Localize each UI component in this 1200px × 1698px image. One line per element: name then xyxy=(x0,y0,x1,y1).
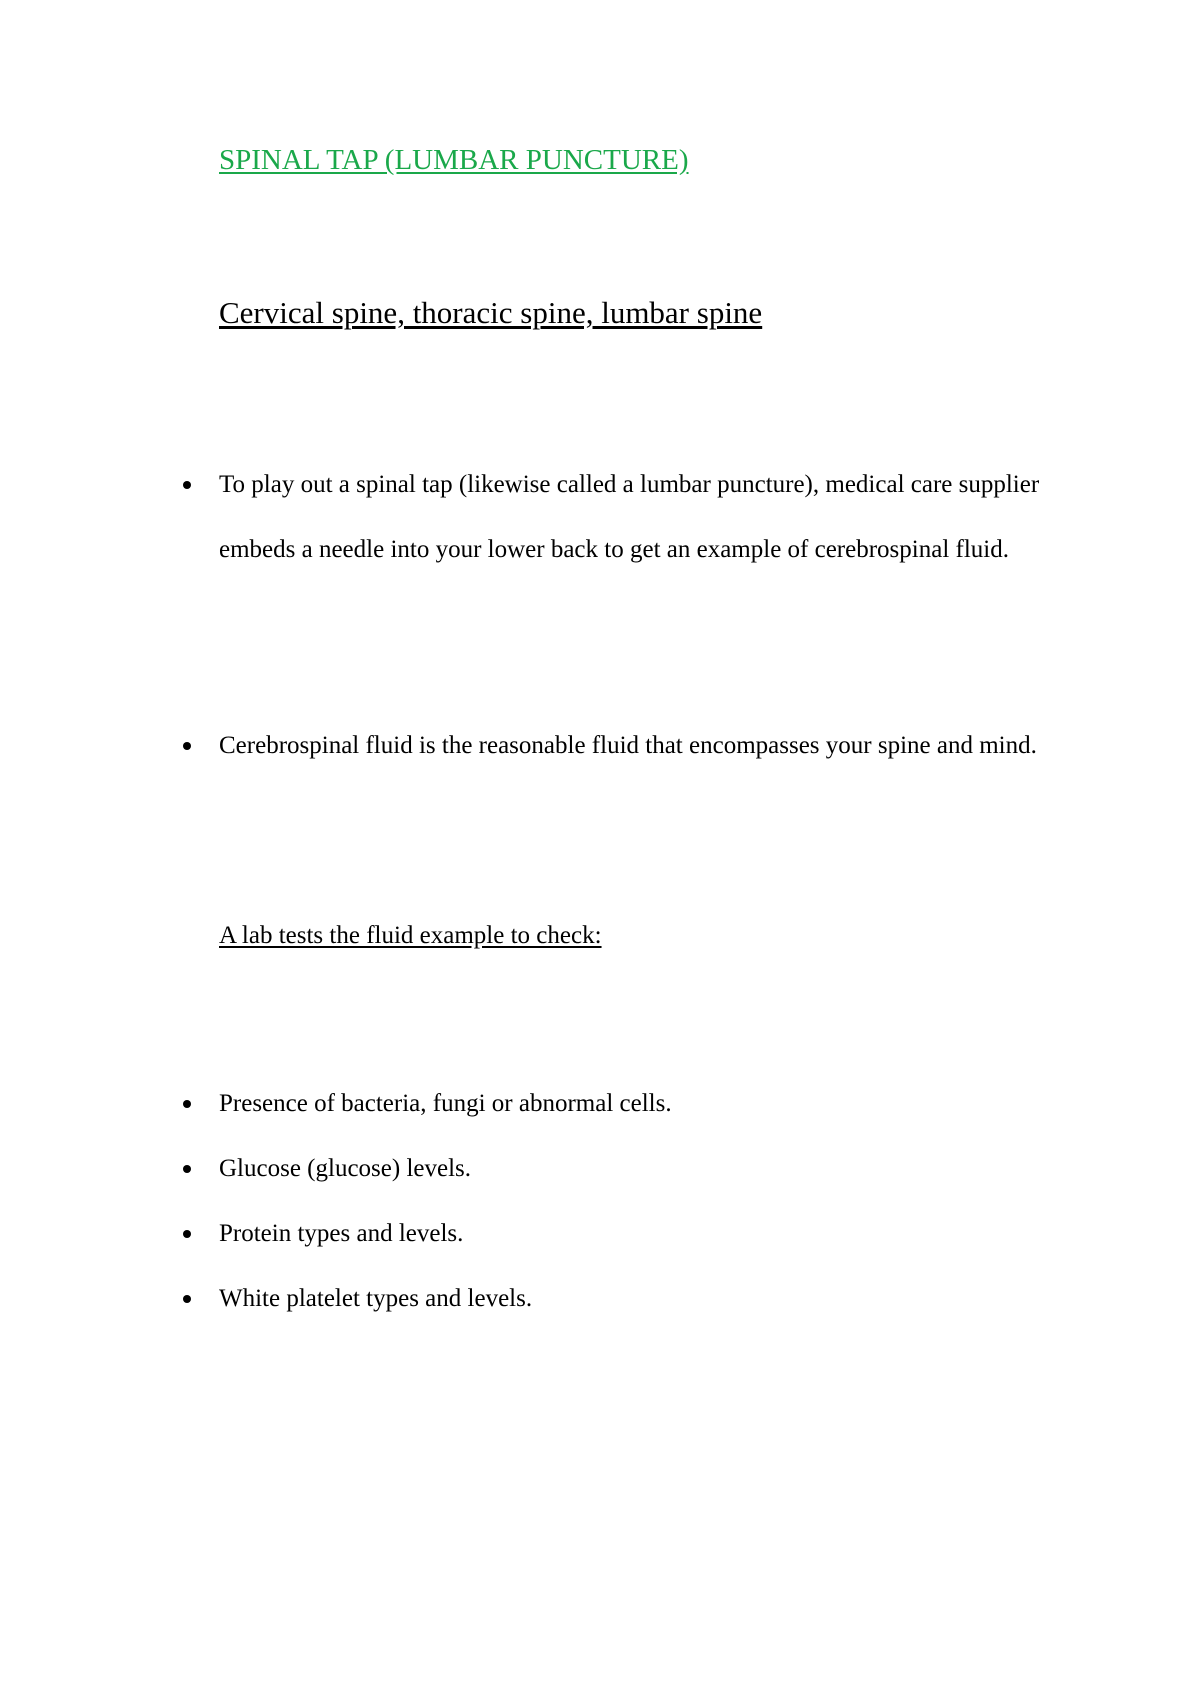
intro-bullet-list xyxy=(219,452,1079,582)
fluid-bullet-list xyxy=(219,713,1079,778)
lab-heading: A lab tests the fluid example to check: xyxy=(219,922,602,949)
list-item: Protein types and levels. xyxy=(219,1201,1079,1266)
list-item: Glucose (glucose) levels. xyxy=(219,1136,1079,1201)
document-title: SPINAL TAP (LUMBAR PUNCTURE) xyxy=(219,144,689,176)
list-item: Cerebrospinal fluid is the reasonable fluid that encompasses your spine and mind. xyxy=(219,713,1079,778)
list-item: Presence of bacteria, fungi or abnormal cells. xyxy=(219,1071,1079,1136)
list-item: White platelet types and levels. xyxy=(219,1266,1079,1331)
document-subtitle: Cervical spine, thoracic spine, lumbar spine xyxy=(219,295,763,330)
list-item: To play out a spinal tap (likewise called a lumbar puncture), medical care supplier embeds a needle into your lower back to get an example of cerebrospinal fluid. xyxy=(219,452,1079,582)
check-items-list xyxy=(219,1071,1079,1331)
